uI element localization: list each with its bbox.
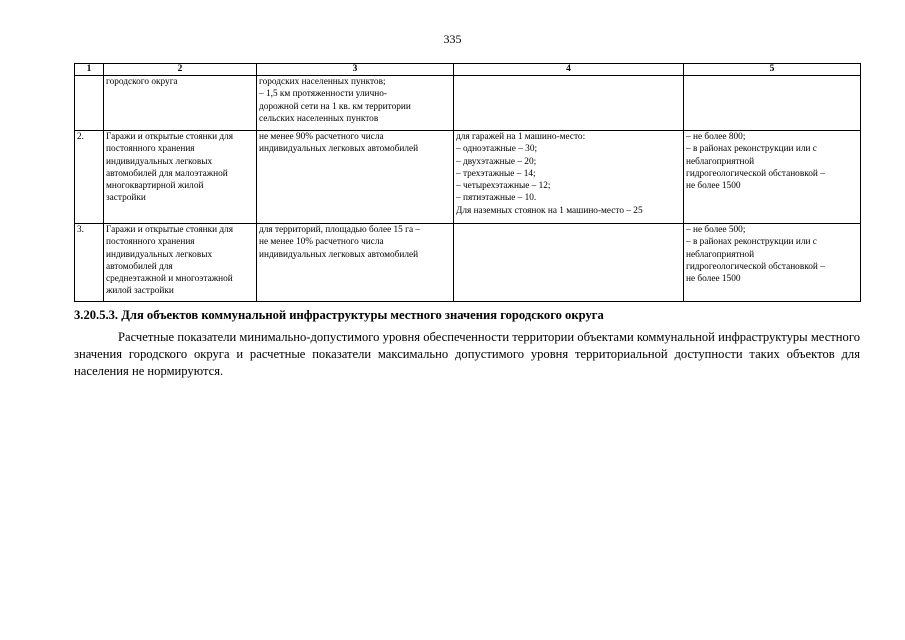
cell-line: дорожной сети на 1 кв. км территории — [259, 101, 411, 112]
territory-cell — [257, 76, 454, 131]
indicator-cell — [454, 76, 684, 131]
cell-line: Гаражи и открытые стоянки для — [106, 132, 234, 142]
cell-line: среднеэтажной и многоэтажной — [106, 274, 233, 285]
section-heading: 3.20.5.3. Для объектов коммунальной инфраструктуры местного значения городского округа — [74, 308, 604, 322]
cell-line: гидрогеологической обстановкой – — [686, 168, 825, 179]
cell-line: городского округа — [106, 77, 178, 87]
norms-table — [74, 63, 861, 302]
cell-line: – пятиэтажные – 10. — [456, 193, 537, 204]
cell-line: – в районах реконструкции или с — [686, 144, 817, 155]
cell-line: индивидуальных легковых автомобилей — [259, 249, 419, 260]
header-cell-5: 5 — [684, 64, 861, 76]
cell-line: – не более 800; — [686, 132, 746, 142]
territory-cell — [257, 224, 454, 302]
header-cell-4: 4 — [454, 64, 684, 76]
cell-line: – одноэтажные – 30; — [456, 144, 538, 155]
cell-line: жилой застройки — [106, 286, 174, 297]
cell-line: сельских населенных пунктов — [259, 113, 379, 124]
cell-line: индивидуальных легковых — [106, 156, 213, 167]
distance-cell — [684, 76, 861, 131]
cell-line: не более 1500 — [686, 181, 741, 192]
cell-line: многоквартирной жилой — [106, 181, 204, 192]
table-row — [75, 224, 861, 302]
cell-line: – двухэтажные – 20; — [456, 156, 537, 167]
cell-line: неблагоприятной — [686, 156, 755, 167]
row-number-cell: 3. — [75, 224, 104, 302]
row-number-cell: 2. — [75, 131, 104, 224]
cell-line: индивидуальных легковых — [106, 249, 213, 260]
distance-cell — [684, 131, 861, 224]
cell-line: – в районах реконструкции или с — [686, 237, 817, 248]
cell-line: не более 1500 — [686, 274, 741, 285]
cell-line: автомобилей для малоэтажной — [106, 168, 228, 179]
cell-line: неблагоприятной — [686, 249, 755, 260]
cell-line: не менее 90% расчетного числа — [259, 132, 384, 142]
cell-line: – трехэтажные – 14; — [456, 168, 536, 179]
row-number-cell — [75, 76, 104, 131]
header-cell-3: 3 — [257, 64, 454, 76]
cell-line: Для наземных стоянок на 1 машино-место – 25 — [456, 205, 643, 216]
territory-cell — [257, 131, 454, 224]
cell-line: Гаражи и открытые стоянки для — [106, 225, 234, 235]
object-cell — [104, 224, 257, 302]
cell-line: для территорий, площадью более 15 га – — [259, 225, 421, 235]
indicator-cell — [454, 224, 684, 302]
cell-line: автомобилей для — [106, 261, 173, 272]
indicator-cell — [454, 131, 684, 224]
cell-line: не менее 10% расчетного числа — [259, 237, 384, 248]
header-cell-2: 2 — [104, 64, 257, 76]
cell-line: для гаражей на 1 машино-место: — [456, 132, 586, 142]
cell-line: индивидуальных легковых автомобилей — [259, 144, 419, 155]
page-number: 335 — [443, 32, 462, 46]
cell-line: постоянного хранения — [106, 144, 195, 155]
cell-line: гидрогеологической обстановкой – — [686, 261, 825, 272]
table-row — [75, 131, 861, 224]
section-paragraph: Расчетные показатели минимально-допустимого уровня обеспеченности территории объектами коммунальной инфраструктуры местного значения городского округа и расчетные показатели максимально допустимого уровня территориальной доступности таких объектов для населения не нормируются. — [74, 330, 860, 378]
object-cell — [104, 76, 257, 131]
object-cell — [104, 131, 257, 224]
table-row — [75, 76, 861, 131]
cell-line: городских населенных пунктов; — [259, 77, 386, 87]
cell-line: – четырехэтажные – 12; — [456, 181, 551, 192]
header-cell-1: 1 — [75, 64, 104, 76]
table-header-row — [75, 64, 861, 76]
cell-line: застройки — [106, 193, 146, 204]
cell-line: – 1,5 км протяженности улично- — [259, 89, 388, 100]
cell-line: – не более 500; — [686, 225, 746, 235]
cell-line: постоянного хранения — [106, 237, 195, 248]
distance-cell — [684, 224, 861, 302]
